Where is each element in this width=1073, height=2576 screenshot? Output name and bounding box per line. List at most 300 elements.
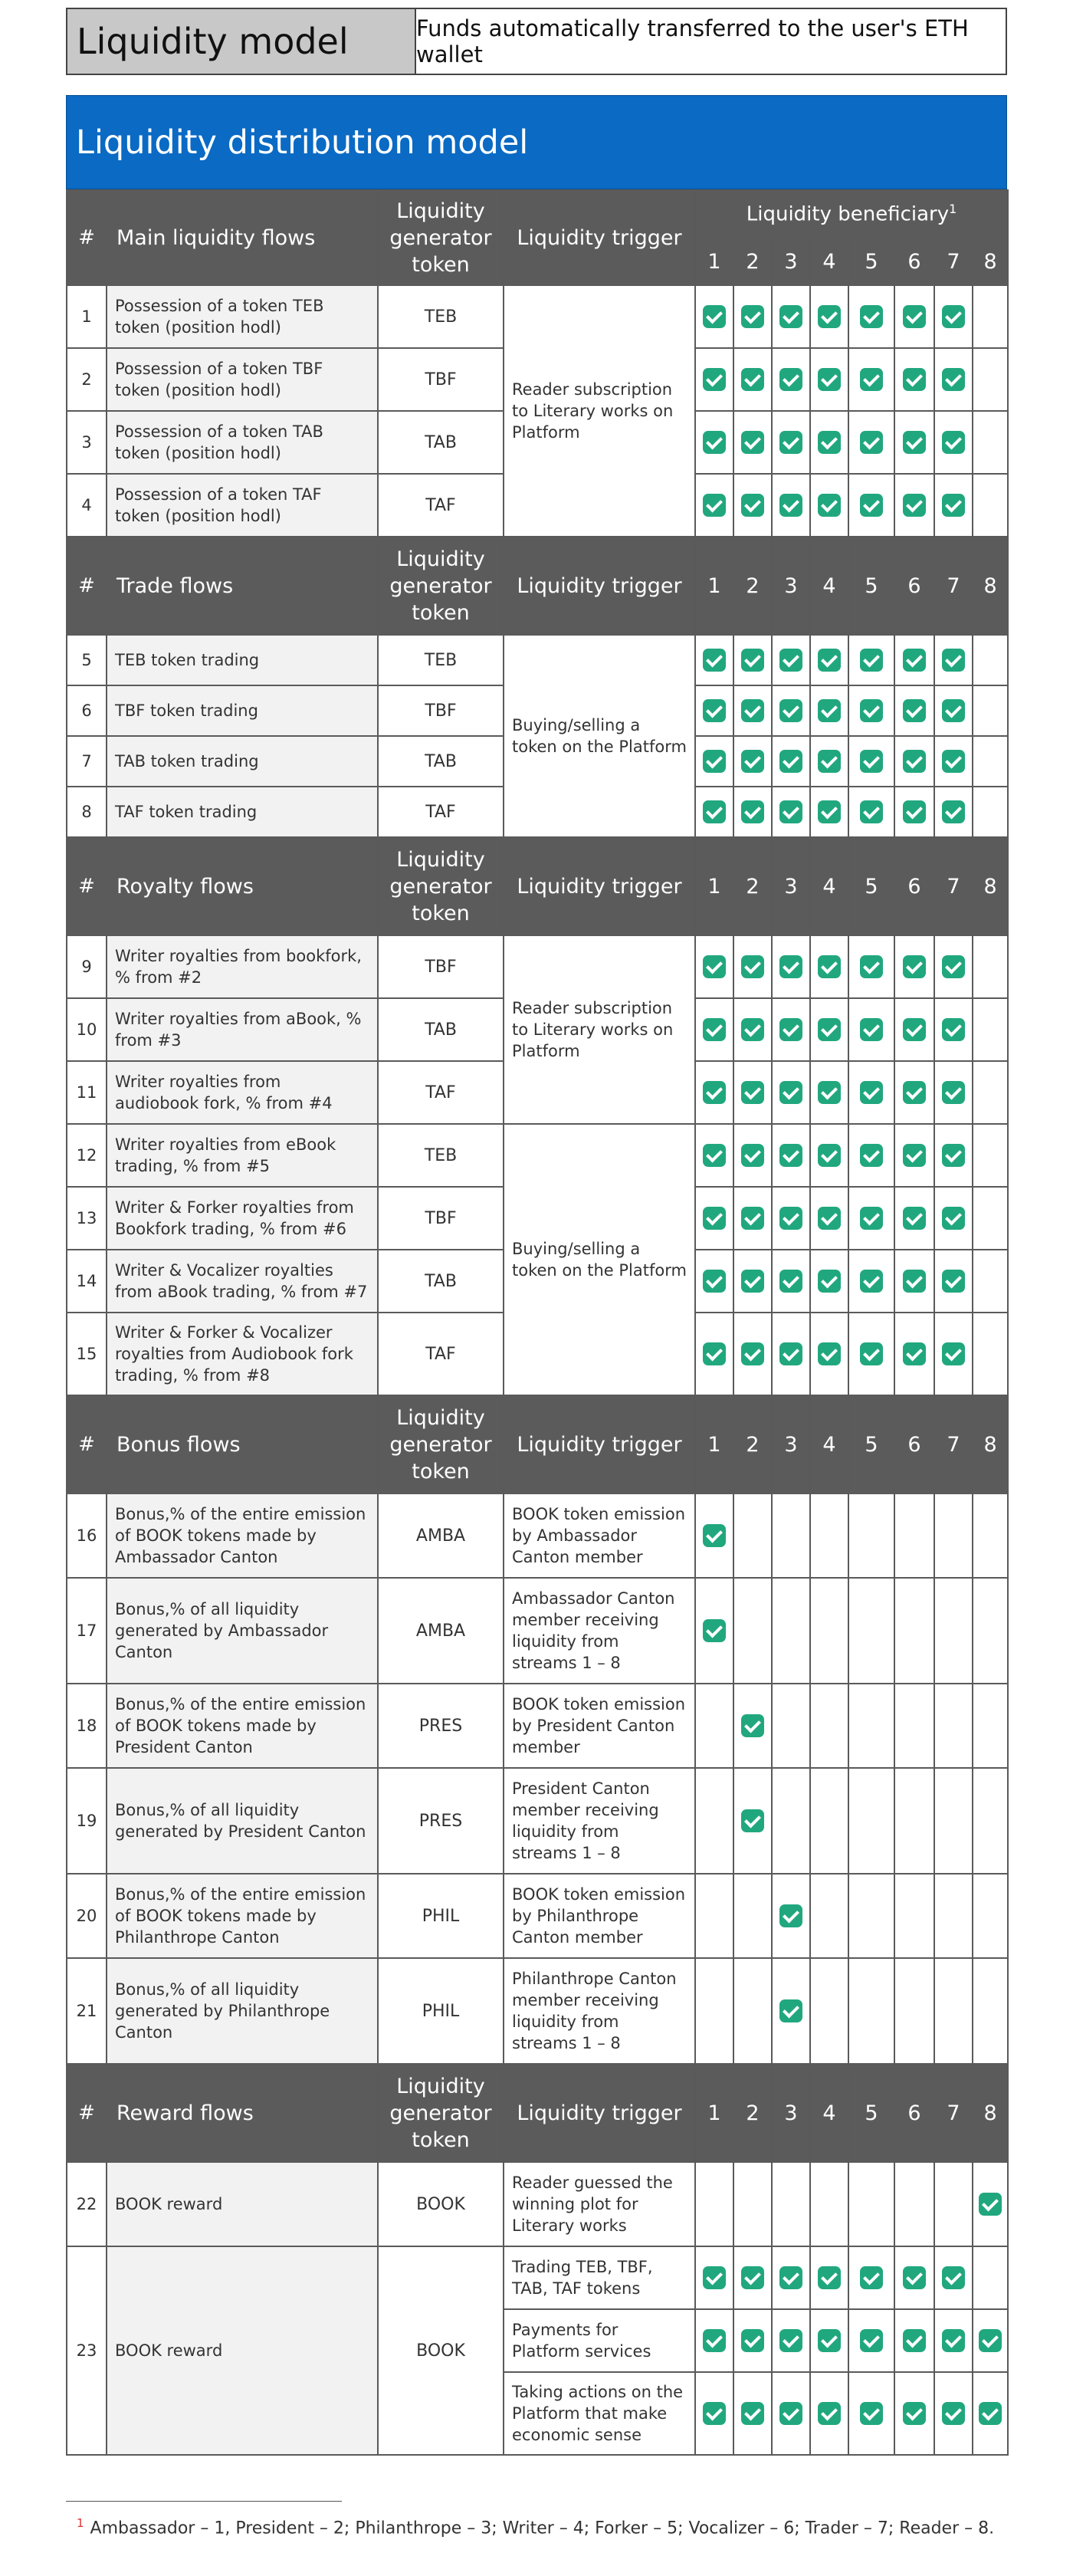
row-number: 1 (67, 285, 107, 348)
beneficiary-cell-7 (934, 348, 973, 411)
beneficiary-cell-2 (733, 635, 772, 685)
checkmark-icon (818, 649, 841, 672)
column-header-number: # (67, 837, 107, 935)
row-token: TBF (378, 685, 504, 736)
checkmark-icon (903, 750, 926, 773)
row-description: Possession of a token TAB token (position hodl) (107, 411, 378, 474)
row-description: Possession of a token TAF token (position hodl) (107, 474, 378, 537)
row-description: BOOK reward (107, 2162, 378, 2246)
beneficiary-cell-3 (772, 1493, 810, 1578)
beneficiary-cell-7 (934, 685, 973, 736)
checkmark-icon (703, 1207, 726, 1230)
row-number: 19 (67, 1768, 107, 1874)
beneficiary-column-2: 2 (733, 537, 772, 635)
beneficiary-column-1: 1 (695, 837, 733, 935)
beneficiary-column-2: 2 (733, 1395, 772, 1493)
liquidity-table (66, 189, 1009, 2456)
checkmark-icon (741, 431, 764, 454)
checkmark-icon (942, 1018, 965, 1041)
section-header (67, 190, 1008, 238)
beneficiary-cell-1 (695, 411, 733, 474)
checkmark-icon (818, 1081, 841, 1104)
checkmark-icon (703, 1270, 726, 1293)
beneficiary-cell-5 (848, 285, 894, 348)
beneficiary-cell-7 (934, 787, 973, 837)
checkmark-icon (942, 305, 965, 328)
beneficiary-column-6: 6 (894, 2064, 934, 2162)
row-number: 22 (67, 2162, 107, 2246)
beneficiary-cell-8 (973, 1061, 1008, 1124)
row-description: TBF token trading (107, 685, 378, 736)
checkmark-icon (741, 699, 764, 722)
row-token: TEB (378, 635, 504, 685)
beneficiary-cell-7 (934, 2372, 973, 2455)
beneficiary-column-6: 6 (894, 1395, 934, 1493)
checkmark-icon (779, 494, 802, 517)
checkmark-icon (741, 1809, 764, 1832)
beneficiary-column-2: 2 (733, 837, 772, 935)
checkmark-icon (779, 2266, 802, 2289)
checkmark-icon (860, 1207, 883, 1230)
checkmark-icon (741, 1342, 764, 1365)
beneficiary-cell-5 (848, 474, 894, 537)
checkmark-icon (703, 649, 726, 672)
section-header (67, 537, 1008, 635)
row-number: 6 (67, 685, 107, 736)
beneficiary-cell-1 (695, 1061, 733, 1124)
row-description: Bonus,% of the entire emission of BOOK tokens made by Philanthrope Canton (107, 1874, 378, 1958)
row-token: TAB (378, 998, 504, 1061)
beneficiary-cell-6 (894, 1313, 934, 1395)
beneficiary-cell-8 (973, 474, 1008, 537)
row-description: TAB token trading (107, 736, 378, 787)
checkmark-icon (779, 1270, 802, 1293)
beneficiary-cell-4 (810, 1493, 848, 1578)
table-row (67, 1493, 1008, 1578)
checkmark-icon (703, 1342, 726, 1365)
beneficiary-column-1: 1 (695, 1395, 733, 1493)
beneficiary-cell-3 (772, 411, 810, 474)
row-token: PHIL (378, 1874, 504, 1958)
checkmark-icon (818, 305, 841, 328)
beneficiary-column-1: 1 (695, 238, 733, 285)
row-token: TAB (378, 1250, 504, 1313)
row-token: AMBA (378, 1493, 504, 1578)
row-trigger: BOOK token emission by Ambassador Canton member (504, 1493, 695, 1578)
checkmark-icon (942, 2266, 965, 2289)
beneficiary-cell-2 (733, 1061, 772, 1124)
checkmark-icon (903, 2329, 926, 2352)
beneficiary-cell-3 (772, 1874, 810, 1958)
checkmark-icon (979, 2329, 1002, 2352)
row-description: TEB token trading (107, 635, 378, 685)
beneficiary-cell-8 (973, 1250, 1008, 1313)
section-title: Trade flows (107, 537, 378, 635)
checkmark-icon (741, 1714, 764, 1737)
checkmark-icon (703, 1619, 726, 1642)
row-trigger: Trading TEB, TBF, TAB, TAF tokens (504, 2246, 695, 2309)
checkmark-icon (741, 2402, 764, 2425)
beneficiary-column-5: 5 (848, 2064, 894, 2162)
row-number: 3 (67, 411, 107, 474)
checkmark-icon (818, 699, 841, 722)
column-header-trigger: Liquidity trigger (504, 190, 695, 285)
checkmark-icon (860, 800, 883, 823)
checkmark-icon (818, 955, 841, 978)
column-header-number: # (67, 537, 107, 635)
beneficiary-cell-1 (695, 285, 733, 348)
beneficiary-column-3: 3 (772, 2064, 810, 2162)
beneficiary-cell-1 (695, 1958, 733, 2064)
checkmark-icon (979, 2193, 1002, 2216)
row-description: Possession of a token TEB token (position hodl) (107, 285, 378, 348)
checkmark-icon (741, 800, 764, 823)
beneficiary-cell-8 (973, 1124, 1008, 1187)
beneficiary-cell-4 (810, 2162, 848, 2246)
checkmark-icon (741, 1144, 764, 1167)
beneficiary-column-4: 4 (810, 1395, 848, 1493)
beneficiary-cell-1 (695, 1124, 733, 1187)
beneficiary-cell-4 (810, 935, 848, 998)
beneficiary-cell-6 (894, 1250, 934, 1313)
beneficiary-cell-5 (848, 685, 894, 736)
beneficiary-cell-6 (894, 685, 934, 736)
row-description: TAF token trading (107, 787, 378, 837)
beneficiary-cell-3 (772, 736, 810, 787)
column-header-trigger: Liquidity trigger (504, 837, 695, 935)
beneficiary-label: Liquidity beneficiary (746, 202, 950, 226)
checkmark-icon (779, 800, 802, 823)
beneficiary-cell-2 (733, 1313, 772, 1395)
beneficiary-column-8: 8 (973, 537, 1008, 635)
checkmark-icon (818, 800, 841, 823)
beneficiary-cell-2 (733, 474, 772, 537)
beneficiary-cell-7 (934, 1768, 973, 1874)
beneficiary-cell-7 (934, 1684, 973, 1768)
section-header (67, 837, 1008, 935)
beneficiary-cell-7 (934, 2246, 973, 2309)
beneficiary-column-3: 3 (772, 238, 810, 285)
beneficiary-cell-5 (848, 2372, 894, 2455)
beneficiary-cell-1 (695, 1768, 733, 1874)
beneficiary-cell-8 (973, 1768, 1008, 1874)
beneficiary-cell-2 (733, 787, 772, 837)
row-number: 15 (67, 1313, 107, 1395)
beneficiary-cell-2 (733, 1874, 772, 1958)
beneficiary-cell-5 (848, 1493, 894, 1578)
row-number: 9 (67, 935, 107, 998)
checkmark-icon (741, 305, 764, 328)
column-header-number: # (67, 1395, 107, 1493)
table-row (67, 1874, 1008, 1958)
beneficiary-cell-6 (894, 635, 934, 685)
beneficiary-cell-2 (733, 411, 772, 474)
checkmark-icon (860, 955, 883, 978)
beneficiary-cell-6 (894, 2309, 934, 2372)
beneficiary-cell-2 (733, 348, 772, 411)
checkmark-icon (903, 1207, 926, 1230)
beneficiary-column-7: 7 (934, 238, 973, 285)
beneficiary-cell-1 (695, 2162, 733, 2246)
beneficiary-cell-3 (772, 1958, 810, 2064)
beneficiary-cell-7 (934, 1493, 973, 1578)
beneficiary-cell-4 (810, 635, 848, 685)
beneficiary-cell-1 (695, 348, 733, 411)
checkmark-icon (818, 1207, 841, 1230)
checkmark-icon (903, 1342, 926, 1365)
beneficiary-cell-5 (848, 1187, 894, 1250)
beneficiary-cell-6 (894, 1493, 934, 1578)
beneficiary-cell-6 (894, 411, 934, 474)
beneficiary-cell-5 (848, 2162, 894, 2246)
checkmark-icon (818, 1270, 841, 1293)
beneficiary-cell-8 (973, 2162, 1008, 2246)
section-title: Reward flows (107, 2064, 378, 2162)
beneficiary-cell-5 (848, 1768, 894, 1874)
beneficiary-cell-4 (810, 1250, 848, 1313)
beneficiary-cell-1 (695, 685, 733, 736)
row-number: 23 (67, 2246, 107, 2455)
beneficiary-cell-6 (894, 2162, 934, 2246)
beneficiary-cell-5 (848, 1578, 894, 1684)
beneficiary-cell-1 (695, 1578, 733, 1684)
checkmark-icon (703, 955, 726, 978)
checkmark-icon (818, 368, 841, 391)
beneficiary-cell-7 (934, 1061, 973, 1124)
row-number: 7 (67, 736, 107, 787)
checkmark-icon (703, 2266, 726, 2289)
row-number: 20 (67, 1874, 107, 1958)
beneficiary-column-1: 1 (695, 2064, 733, 2162)
checkmark-icon (860, 2402, 883, 2425)
beneficiary-cell-2 (733, 1250, 772, 1313)
beneficiary-cell-8 (973, 1187, 1008, 1250)
checkmark-icon (860, 368, 883, 391)
beneficiary-column-8: 8 (973, 837, 1008, 935)
row-number: 10 (67, 998, 107, 1061)
beneficiary-column-4: 4 (810, 238, 848, 285)
row-number: 14 (67, 1250, 107, 1313)
beneficiary-cell-6 (894, 1061, 934, 1124)
checkmark-icon (942, 800, 965, 823)
row-number: 13 (67, 1187, 107, 1250)
row-trigger: President Canton member receiving liquidity from streams 1 – 8 (504, 1768, 695, 1874)
beneficiary-cell-1 (695, 1187, 733, 1250)
checkmark-icon (903, 1081, 926, 1104)
beneficiary-cell-4 (810, 736, 848, 787)
row-token: TAB (378, 411, 504, 474)
checkmark-icon (703, 305, 726, 328)
checkmark-icon (779, 1081, 802, 1104)
beneficiary-cell-3 (772, 2372, 810, 2455)
beneficiary-cell-3 (772, 1250, 810, 1313)
checkmark-icon (860, 2329, 883, 2352)
checkmark-icon (942, 2402, 965, 2425)
checkmark-icon (860, 1144, 883, 1167)
beneficiary-cell-2 (733, 2309, 772, 2372)
table-row (67, 2162, 1008, 2246)
checkmark-icon (860, 649, 883, 672)
checkmark-icon (741, 368, 764, 391)
beneficiary-cell-4 (810, 348, 848, 411)
beneficiary-cell-8 (973, 1578, 1008, 1684)
beneficiary-column-3: 3 (772, 1395, 810, 1493)
beneficiary-cell-8 (973, 1958, 1008, 2064)
checkmark-icon (779, 2402, 802, 2425)
beneficiary-cell-8 (973, 787, 1008, 837)
beneficiary-cell-1 (695, 635, 733, 685)
beneficiary-cell-7 (934, 1187, 973, 1250)
section-header (67, 1395, 1008, 1493)
checkmark-icon (903, 431, 926, 454)
checkmark-icon (779, 1018, 802, 1041)
beneficiary-cell-1 (695, 2309, 733, 2372)
beneficiary-column-5: 5 (848, 537, 894, 635)
section-title: Royalty flows (107, 837, 378, 935)
row-token: TBF (378, 935, 504, 998)
beneficiary-cell-4 (810, 1313, 848, 1395)
checkmark-icon (779, 1999, 802, 2022)
checkmark-icon (860, 699, 883, 722)
checkmark-icon (703, 2329, 726, 2352)
checkmark-icon (903, 699, 926, 722)
beneficiary-cell-6 (894, 474, 934, 537)
checkmark-icon (703, 1018, 726, 1041)
beneficiary-cell-5 (848, 2309, 894, 2372)
checkmark-icon (818, 2402, 841, 2425)
beneficiary-cell-3 (772, 635, 810, 685)
row-description: BOOK reward (107, 2246, 378, 2455)
row-trigger: BOOK token emission by Philanthrope Canton member (504, 1874, 695, 1958)
beneficiary-cell-6 (894, 348, 934, 411)
beneficiary-cell-7 (934, 285, 973, 348)
beneficiary-cell-5 (848, 1061, 894, 1124)
checkmark-icon (703, 2402, 726, 2425)
footnote-reference: 1 (949, 202, 957, 217)
row-trigger: Reader guessed the winning plot for Literary works (504, 2162, 695, 2246)
beneficiary-cell-8 (973, 1493, 1008, 1578)
checkmark-icon (942, 494, 965, 517)
beneficiary-cell-8 (973, 2372, 1008, 2455)
row-description: Writer & Forker royalties from Bookfork trading, % from #6 (107, 1187, 378, 1250)
checkmark-icon (942, 1342, 965, 1365)
checkmark-icon (942, 699, 965, 722)
table-row (67, 1768, 1008, 1874)
beneficiary-cell-5 (848, 787, 894, 837)
beneficiary-cell-4 (810, 474, 848, 537)
beneficiary-cell-5 (848, 1250, 894, 1313)
beneficiary-cell-5 (848, 1958, 894, 2064)
checkmark-icon (779, 649, 802, 672)
row-token: TBF (378, 348, 504, 411)
beneficiary-column-5: 5 (848, 238, 894, 285)
beneficiary-cell-2 (733, 1684, 772, 1768)
beneficiary-column-8: 8 (973, 1395, 1008, 1493)
beneficiary-cell-8 (973, 1874, 1008, 1958)
footnote (77, 2516, 994, 2538)
row-token: TEB (378, 285, 504, 348)
beneficiary-cell-3 (772, 2162, 810, 2246)
row-token: PRES (378, 1684, 504, 1768)
beneficiary-cell-1 (695, 1684, 733, 1768)
checkmark-icon (779, 1342, 802, 1365)
beneficiary-column-4: 4 (810, 837, 848, 935)
beneficiary-cell-4 (810, 2372, 848, 2455)
checkmark-icon (703, 494, 726, 517)
beneficiary-cell-7 (934, 474, 973, 537)
row-description: Bonus,% of all liquidity generated by Philanthrope Canton (107, 1958, 378, 2064)
beneficiary-cell-5 (848, 935, 894, 998)
beneficiary-cell-5 (848, 736, 894, 787)
beneficiary-column-5: 5 (848, 1395, 894, 1493)
checkmark-icon (818, 431, 841, 454)
beneficiary-cell-3 (772, 787, 810, 837)
table-title: Liquidity distribution model (66, 95, 1007, 189)
checkmark-icon (818, 750, 841, 773)
beneficiary-cell-5 (848, 1874, 894, 1958)
checkmark-icon (860, 1270, 883, 1293)
beneficiary-cell-6 (894, 1187, 934, 1250)
row-token: TAF (378, 1061, 504, 1124)
beneficiary-column-8: 8 (973, 2064, 1008, 2162)
row-number: 16 (67, 1493, 107, 1578)
beneficiary-cell-5 (848, 348, 894, 411)
checkmark-icon (942, 750, 965, 773)
checkmark-icon (703, 368, 726, 391)
checkmark-icon (860, 494, 883, 517)
row-trigger: Reader subscription to Literary works on Platform (504, 285, 695, 537)
beneficiary-cell-2 (733, 1768, 772, 1874)
beneficiary-cell-3 (772, 474, 810, 537)
row-token: PHIL (378, 1958, 504, 2064)
beneficiary-cell-1 (695, 935, 733, 998)
page-title: Liquidity model (67, 9, 416, 74)
checkmark-icon (903, 1018, 926, 1041)
checkmark-icon (741, 2329, 764, 2352)
checkmark-icon (779, 1144, 802, 1167)
row-trigger: Buying/selling a token on the Platform (504, 1124, 695, 1395)
table-row (67, 1958, 1008, 2064)
beneficiary-cell-6 (894, 736, 934, 787)
beneficiary-cell-1 (695, 1874, 733, 1958)
checkmark-icon (942, 1081, 965, 1104)
beneficiary-cell-3 (772, 1187, 810, 1250)
beneficiary-cell-3 (772, 1061, 810, 1124)
beneficiary-cell-6 (894, 998, 934, 1061)
row-token: TAF (378, 474, 504, 537)
row-token: TAB (378, 736, 504, 787)
column-header-number: # (67, 2064, 107, 2162)
beneficiary-cell-6 (894, 2246, 934, 2309)
column-header-token: Liquidity generator token (378, 2064, 504, 2162)
beneficiary-cell-3 (772, 1768, 810, 1874)
row-description: Bonus,% of the entire emission of BOOK tokens made by President Canton (107, 1684, 378, 1768)
checkmark-icon (703, 1081, 726, 1104)
beneficiary-cell-2 (733, 736, 772, 787)
beneficiary-cell-6 (894, 285, 934, 348)
checkmark-icon (703, 431, 726, 454)
checkmark-icon (979, 2402, 1002, 2425)
beneficiary-column-1: 1 (695, 537, 733, 635)
beneficiary-cell-2 (733, 1578, 772, 1684)
beneficiary-cell-6 (894, 1768, 934, 1874)
column-header-trigger: Liquidity trigger (504, 2064, 695, 2162)
row-description: Writer royalties from bookfork, % from #2 (107, 935, 378, 998)
beneficiary-column-7: 7 (934, 1395, 973, 1493)
beneficiary-cell-7 (934, 635, 973, 685)
beneficiary-cell-5 (848, 1124, 894, 1187)
beneficiary-cell-8 (973, 1313, 1008, 1395)
